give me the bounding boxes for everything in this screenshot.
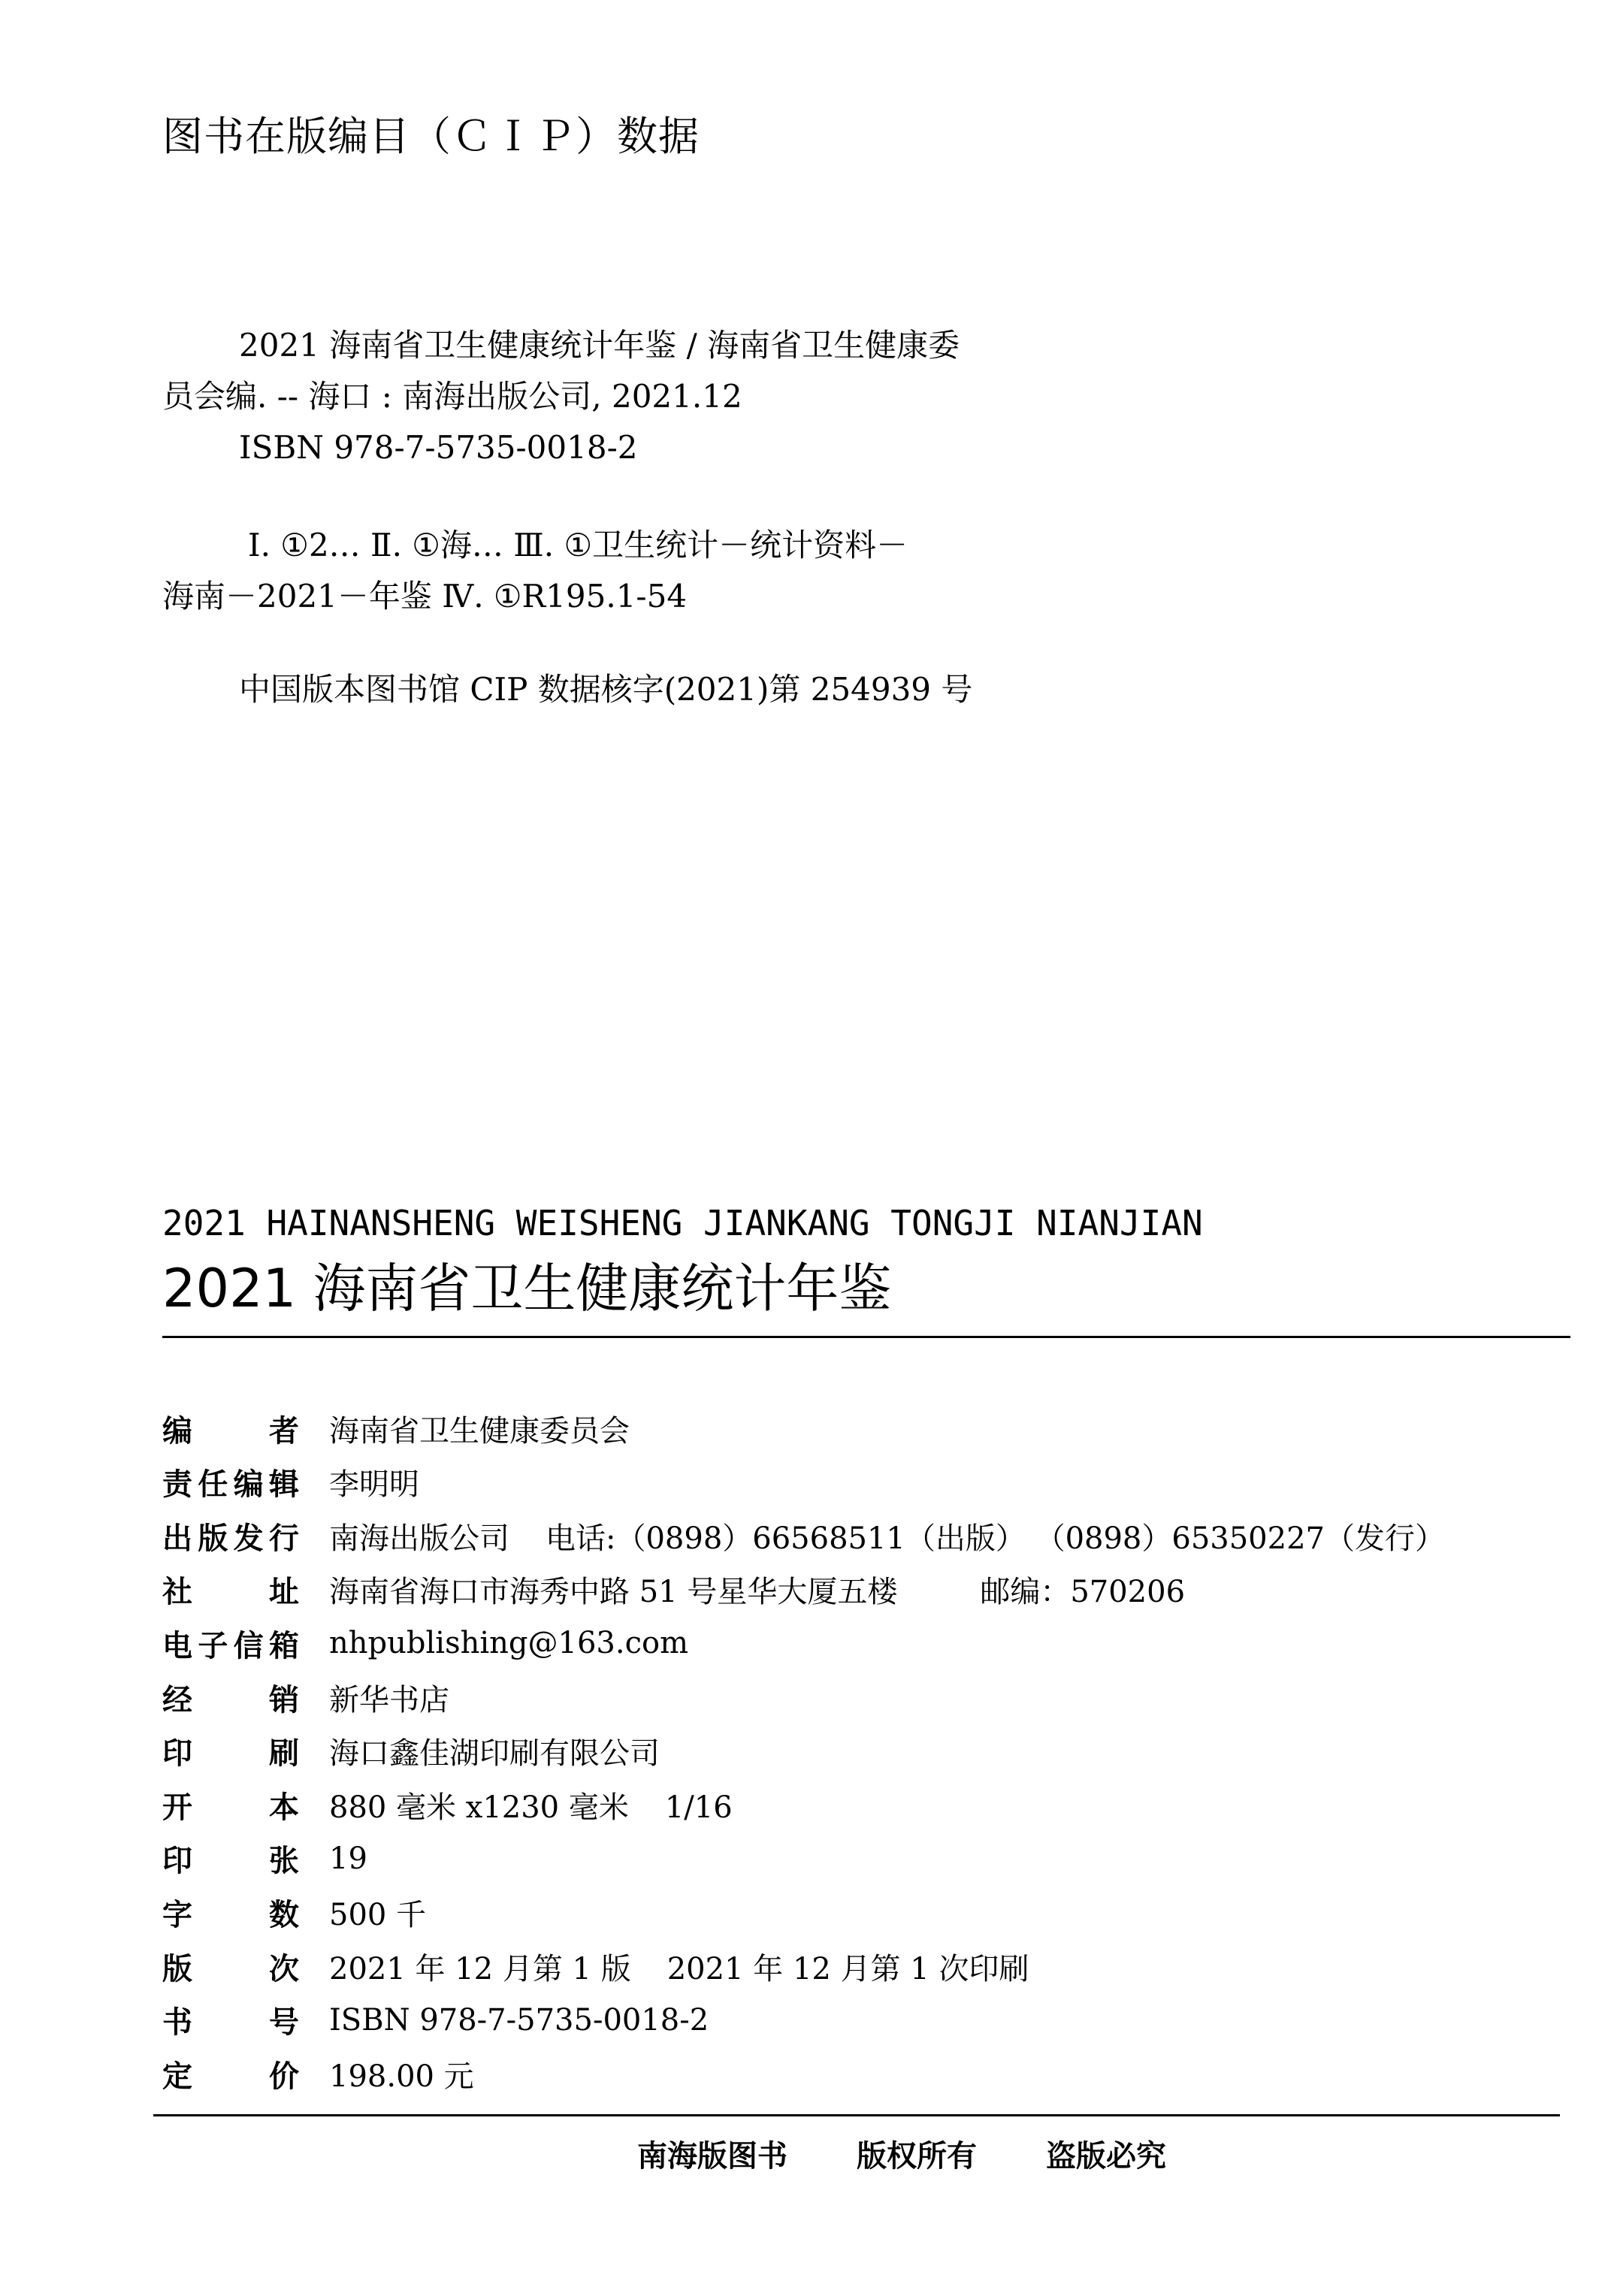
info-label [162,1515,299,1557]
info-label [162,1998,299,2041]
cip-record-number: 中国版本图书馆 CIP 数据核字(2021)第 254939 号 [239,671,973,708]
info-label-char: 本 [269,1790,299,1825]
copyright-notice-publisher: 南海版图书 [637,2139,787,2174]
info-label-char: 责 [162,1467,192,1503]
info-row [162,1886,426,1938]
info-row [162,1456,419,1509]
title-divider [162,1336,1570,1338]
info-label-char: 子 [198,1628,228,1663]
info-value-text: 南海出版公司 [329,1521,509,1556]
info-row [162,1671,449,1724]
title-pinyin: 2021 HAINANSHENG WEISHENG JIANKANG TONGJI NIANJIAN [162,1203,1203,1243]
info-label-char: 址 [269,1575,299,1610]
info-label-char: 信 [233,1628,264,1663]
info-label-char: 版 [162,1951,192,1986]
info-label-char: 辑 [268,1467,299,1503]
info-label-char: 数 [269,1897,299,1932]
info-value [329,1407,630,1450]
info-label [162,1676,299,1719]
info-label [162,1837,299,1880]
info-label-char: 刷 [269,1736,299,1772]
info-row [162,1617,688,1669]
info-row [162,1994,709,2047]
info-label [162,1622,299,1665]
info-row [162,1940,1029,1992]
info-row [162,1509,1445,1562]
info-label-char: 号 [269,2005,299,2041]
footer-divider [153,2114,1560,2116]
info-label-char: 定 [162,2059,192,2094]
copyright-notice [637,2134,1166,2179]
info-label [162,1407,299,1450]
info-value [329,1841,367,1876]
info-value-text: 海口鑫佳湖印刷有限公司 [329,1736,660,1772]
cip-classification-2: 海南－2021－年鉴 Ⅳ. ①R195.1-54 [162,578,688,615]
info-label-char: 印 [162,1844,192,1879]
info-label [162,1784,299,1826]
info-label-char: 出 [162,1521,192,1556]
info-label [162,1891,299,1934]
info-value-text: ISBN 978-7-5735-0018-2 [329,2002,709,2038]
info-label-char: 版 [198,1521,228,1556]
info-value-text: 新华书店 [329,1682,449,1717]
info-label-char: 任 [198,1467,228,1503]
info-value [329,1945,1029,1988]
info-row [162,1402,630,1455]
info-label [162,1461,299,1503]
info-value [329,1515,1445,1557]
cip-heading: 图书在版编目（ＣＩＰ）数据 [162,113,700,160]
copyright-notice-rights: 版权所有 [857,2139,977,2174]
info-label [162,1730,299,1772]
info-label-char: 开 [162,1790,192,1825]
info-value [329,1730,660,1772]
info-value [329,2003,709,2038]
info-value-text: 李明明 [329,1467,419,1503]
info-label-char: 张 [269,1844,299,1879]
info-label-char: 编 [162,1413,192,1449]
info-label-char: 印 [162,1736,192,1772]
info-value [329,1891,426,1934]
info-row [162,1778,733,1831]
info-value-text: 880 毫米 x1230 毫米 [329,1790,629,1825]
info-label [162,1945,299,1988]
info-value [329,2053,474,2095]
info-label [162,2053,299,2095]
info-row [162,2047,474,2100]
info-value-text: 海南省卫生健康委员会 [329,1413,630,1449]
info-label-char: 次 [269,1951,299,1986]
info-value-text: 198.00 元 [329,2059,474,2094]
info-value [329,1676,449,1719]
info-label [162,1568,299,1611]
info-value [329,1568,1185,1611]
cip-isbn: ISBN 978-7-5735-0018-2 [239,429,638,466]
info-label-char: 箱 [268,1628,299,1663]
info-value-text: 19 [329,1841,367,1876]
info-value [329,1784,733,1826]
info-value-extra: 1/16 [664,1790,733,1825]
info-label-char: 经 [162,1682,192,1717]
info-value [329,1461,419,1503]
info-row [162,1832,367,1885]
info-value-extra: 2021 年 12 月第 1 次印刷 [667,1951,1029,1986]
info-value-text: 2021 年 12 月第 1 版 [329,1951,631,1986]
info-label-char: 行 [268,1521,299,1556]
info-label-char: 者 [269,1413,299,1449]
cip-classification-1: Ⅰ. ①2… Ⅱ. ①海… Ⅲ. ①卫生统计－统计资料－ [248,527,908,563]
info-label-char: 编 [233,1467,264,1503]
info-row [162,1563,1185,1616]
info-label-char: 销 [269,1682,299,1717]
cip-line-1: 2021 海南省卫生健康统计年鉴 / 海南省卫生健康委 [239,327,960,364]
title-chinese: 2021 海南省卫生健康统计年鉴 [162,1258,892,1319]
info-value [329,1626,688,1660]
info-value-text: 500 千 [329,1897,427,1932]
info-value-text: nhpublishing@163.com [329,1626,689,1661]
info-label-char: 电 [162,1628,192,1663]
info-row [162,1725,660,1778]
info-value-text: 海南省海口市海秀中路 51 号星华大厦五楼 [329,1575,898,1610]
info-label-char: 价 [269,2059,299,2094]
info-label-char: 发 [233,1521,264,1556]
info-label-char: 书 [162,2005,192,2041]
info-label-char: 社 [162,1575,192,1610]
cip-line-2: 员会编. -- 海口 : 南海出版公司, 2021.12 [162,378,742,415]
info-value-extra: 电话:（0898）66568511（出版） （0898）65350227（发行） [546,1521,1445,1556]
info-value-extra: 邮编：570206 [980,1575,1186,1610]
info-label-char: 字 [162,1897,192,1932]
copyright-notice-piracy: 盗版必究 [1046,2139,1166,2174]
